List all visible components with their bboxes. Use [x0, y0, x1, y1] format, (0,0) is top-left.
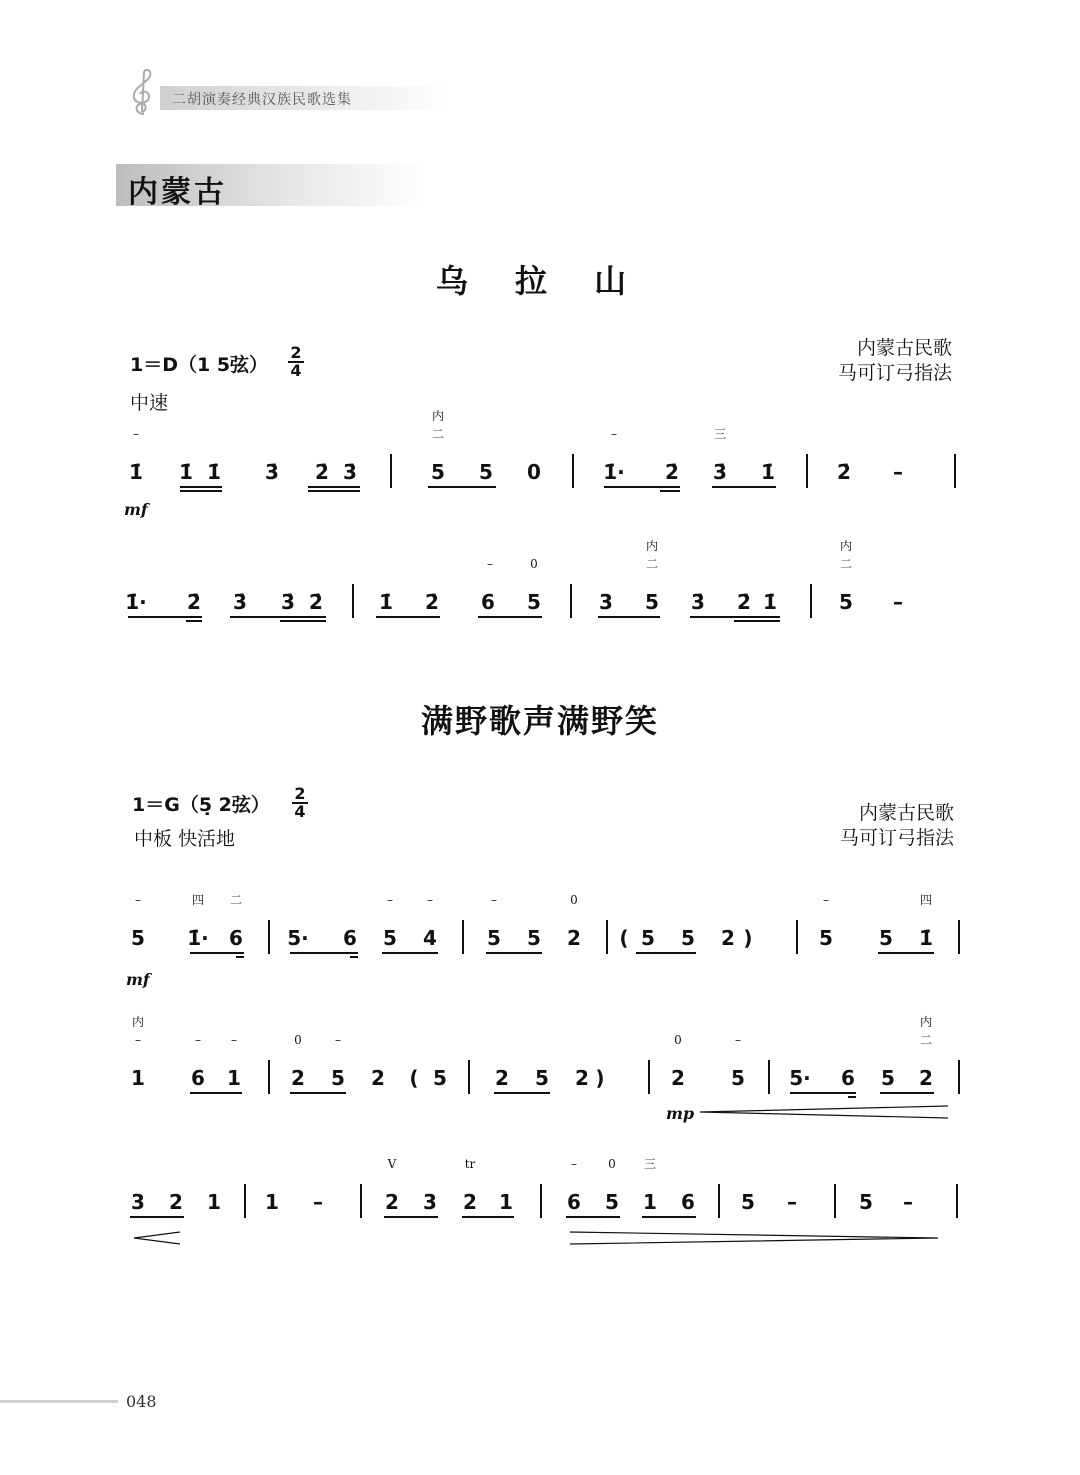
- beam-underline: [598, 616, 660, 618]
- fingering-mark: 内: [839, 539, 853, 553]
- decrescendo-hairpin-long: [570, 1230, 940, 1249]
- note: –: [893, 590, 903, 614]
- note: 3̇: [233, 590, 247, 614]
- note: ): [595, 1066, 605, 1090]
- crescendo-hairpin: [700, 1104, 950, 1123]
- beam-underline: [230, 616, 326, 618]
- bowing-mark: 0: [570, 893, 578, 907]
- bar-line: [390, 454, 392, 488]
- note: 2: [721, 926, 735, 950]
- fingering-mark: 四: [919, 893, 933, 907]
- note: 5: [731, 1066, 745, 1090]
- note: 1: [265, 1190, 279, 1214]
- note: 6: [567, 1190, 581, 1214]
- bowing-mark: 0: [294, 1033, 302, 1047]
- song2-key: 1＝G（5̣ 2弦）: [132, 794, 270, 816]
- beam-underline: [880, 1092, 934, 1094]
- beam-underline: [848, 1096, 856, 1098]
- note: 2: [575, 1066, 589, 1090]
- note: 2: [463, 1190, 477, 1214]
- note: 5: [527, 590, 541, 614]
- bar-line: [806, 454, 808, 488]
- beam-underline: [290, 1092, 346, 1094]
- fingering-mark: 四: [191, 893, 205, 907]
- beam-underline: [566, 1216, 620, 1218]
- trill-mark: tr: [464, 1157, 476, 1171]
- note: 5: [741, 1190, 755, 1214]
- note: 5: [479, 460, 493, 484]
- note: 2: [919, 1066, 933, 1090]
- bar-line: [718, 1184, 720, 1218]
- note: 3: [131, 1190, 145, 1214]
- beam-underline: [878, 952, 934, 954]
- bar-line: [244, 1184, 246, 1218]
- note: 0: [527, 460, 541, 484]
- bar-line: [958, 920, 960, 954]
- beam-underline: [462, 1216, 514, 1218]
- bowing-mark: 0: [608, 1157, 616, 1171]
- fingering-mark: 二: [645, 557, 659, 571]
- bowing-mark: –: [571, 1157, 577, 1171]
- bowing-mark: –: [823, 893, 829, 907]
- beam-underline: [690, 616, 780, 618]
- beam-underline: [308, 486, 360, 488]
- note: 1̇: [763, 590, 777, 614]
- note: 5: [859, 1190, 873, 1214]
- note: 6: [191, 1066, 205, 1090]
- song1-origin: 内蒙古民歌: [856, 337, 952, 359]
- time-sig-bottom: 4: [294, 802, 306, 821]
- beam-underline: [280, 620, 326, 622]
- note: 2: [371, 1066, 385, 1090]
- song1-tempo: 中速: [130, 392, 169, 414]
- note: 5: [879, 926, 893, 950]
- fingering-mark: 二: [919, 1033, 933, 1047]
- bar-line: [468, 1060, 470, 1094]
- beam-underline: [604, 486, 680, 488]
- section-title: 内蒙古: [128, 175, 227, 210]
- beam-underline: [712, 486, 776, 488]
- note: 3̇: [691, 590, 705, 614]
- note: (: [409, 1066, 419, 1090]
- fingering-mark: 内: [645, 539, 659, 553]
- note: 6: [681, 1190, 695, 1214]
- beam-underline: [180, 486, 222, 488]
- song1-key: 1＝D（1 5弦）: [130, 354, 269, 376]
- time-sig-top: 2: [288, 345, 304, 363]
- beam-underline: [290, 952, 358, 954]
- beam-underline: [128, 616, 202, 618]
- bowing-mark: –: [427, 893, 433, 907]
- note: 5: [433, 1066, 447, 1090]
- note: 5: [681, 926, 695, 950]
- note: 6: [343, 926, 357, 950]
- beam-underline: [382, 952, 438, 954]
- note: 3: [423, 1190, 437, 1214]
- note: 5: [641, 926, 655, 950]
- note: 2̇: [315, 460, 329, 484]
- note: –: [893, 460, 903, 484]
- note: 1̇: [179, 460, 193, 484]
- book-title: 二胡演奏经典汉族民歌选集: [172, 92, 352, 108]
- bowing-mark: –: [231, 1033, 237, 1047]
- note: 2̇: [309, 590, 323, 614]
- bowing-mark: –: [335, 1033, 341, 1047]
- note: 2̇: [837, 460, 851, 484]
- beam-underline: [350, 956, 358, 958]
- song1-title: 乌 拉 山: [435, 262, 645, 300]
- song1-arranger: 马可订弓指法: [837, 362, 952, 384]
- bar-line: [606, 920, 608, 954]
- bar-line: [768, 1060, 770, 1094]
- note: 1̇: [379, 590, 393, 614]
- note: 3: [599, 590, 613, 614]
- note: 1̇·: [187, 926, 209, 950]
- bowing-mark: –: [611, 427, 617, 441]
- note: 5·: [287, 926, 309, 950]
- note: 1: [643, 1190, 657, 1214]
- note: 3̇: [713, 460, 727, 484]
- decrescendo-hairpin-short: [134, 1230, 182, 1249]
- note: 1̇: [919, 926, 933, 950]
- beam-underline: [186, 620, 202, 622]
- beam-underline: [486, 952, 542, 954]
- footer-line: [0, 1400, 118, 1403]
- page-number: 048: [126, 1392, 157, 1411]
- song1-dynamic: mf: [124, 500, 148, 519]
- note: 1: [131, 1066, 145, 1090]
- note: 5: [819, 926, 833, 950]
- note: 3̇: [281, 590, 295, 614]
- note: 5: [839, 590, 853, 614]
- note: 5: [645, 590, 659, 614]
- beam-underline: [384, 1216, 438, 1218]
- note: 5: [881, 1066, 895, 1090]
- bowing-mark: –: [387, 893, 393, 907]
- note: 5: [331, 1066, 345, 1090]
- note: 1̇·: [603, 460, 625, 484]
- up-bow-mark: V: [387, 1157, 397, 1171]
- note: –: [903, 1190, 913, 1214]
- beam-underline: [790, 1092, 856, 1094]
- note: 2: [495, 1066, 509, 1090]
- note: 1̇: [761, 460, 775, 484]
- bar-line: [956, 1184, 958, 1218]
- note: 2̇: [187, 590, 201, 614]
- beam-underline: [660, 490, 680, 492]
- beam-underline: [494, 1092, 550, 1094]
- bar-line: [796, 920, 798, 954]
- note: 2: [567, 926, 581, 950]
- bowing-mark: –: [487, 557, 493, 571]
- fingering-mark: 二: [229, 893, 243, 907]
- note: 5: [535, 1066, 549, 1090]
- song2-tempo: 中板 快活地: [134, 828, 236, 850]
- bar-line: [648, 1060, 650, 1094]
- bar-line: [954, 454, 956, 488]
- note: 6: [229, 926, 243, 950]
- beam-underline: [636, 952, 696, 954]
- bowing-mark: –: [491, 893, 497, 907]
- song2-title: 满野歌声满野笑: [420, 702, 659, 740]
- beam-underline: [478, 616, 542, 618]
- beam-underline: [642, 1216, 696, 1218]
- note: 5: [131, 926, 145, 950]
- bar-line: [810, 584, 812, 618]
- note: 2: [385, 1190, 399, 1214]
- bar-line: [572, 454, 574, 488]
- beam-underline: [734, 620, 780, 622]
- fingering-mark: 三: [713, 427, 727, 441]
- song2-arranger: 马可订弓指法: [839, 827, 954, 849]
- bar-line: [540, 1184, 542, 1218]
- bowing-mark: –: [133, 427, 139, 441]
- note: 2: [169, 1190, 183, 1214]
- beam-underline: [130, 1216, 184, 1218]
- bowing-mark: 0: [530, 557, 538, 571]
- fingering-mark: 三: [643, 1157, 657, 1171]
- note: 2̇: [737, 590, 751, 614]
- bar-line: [462, 920, 464, 954]
- note: (: [619, 926, 629, 950]
- note: 5: [605, 1190, 619, 1214]
- treble-clef-logo-icon: [126, 66, 158, 122]
- note: 5: [383, 926, 397, 950]
- note: 6: [841, 1066, 855, 1090]
- note: 1: [499, 1190, 513, 1214]
- note: 1̇·: [125, 590, 147, 614]
- bar-line: [570, 584, 572, 618]
- song2-dynamic-mp: mp: [666, 1104, 695, 1123]
- beam-underline: [308, 490, 360, 492]
- note: 4: [423, 926, 437, 950]
- bowing-mark: –: [135, 893, 141, 907]
- note: 2̇: [665, 460, 679, 484]
- beam-underline: [190, 952, 244, 954]
- bar-line: [958, 1060, 960, 1094]
- beam-underline: [190, 1092, 242, 1094]
- note: 3̇: [265, 460, 279, 484]
- time-sig-top: 2: [292, 786, 308, 804]
- note: 5·: [789, 1066, 811, 1090]
- bowing-mark: 0: [674, 1033, 682, 1047]
- bar-line: [268, 920, 270, 954]
- beam-underline: [376, 616, 440, 618]
- beam-underline: [236, 956, 244, 958]
- note: 2̇: [425, 590, 439, 614]
- note: 1: [227, 1066, 241, 1090]
- song2-origin: 内蒙古民歌: [858, 802, 954, 824]
- note: 5: [527, 926, 541, 950]
- note: 1̇: [129, 460, 143, 484]
- bar-line: [352, 584, 354, 618]
- fingering-mark: 二: [839, 557, 853, 571]
- bowing-mark: –: [735, 1033, 741, 1047]
- song2-dynamic-mf: mf: [126, 970, 150, 989]
- note: 1: [207, 1190, 221, 1214]
- bar-line: [360, 1184, 362, 1218]
- song1-time-signature: [288, 345, 304, 379]
- song2-time-signature: [292, 786, 308, 820]
- beam-underline: [180, 490, 222, 492]
- note: ): [743, 926, 753, 950]
- note: –: [313, 1190, 323, 1214]
- bowing-mark: –: [135, 1033, 141, 1047]
- bar-line: [268, 1060, 270, 1094]
- note: –: [787, 1190, 797, 1214]
- note: 5: [431, 460, 445, 484]
- bar-line: [834, 1184, 836, 1218]
- note: 3̇: [343, 460, 357, 484]
- note: 2: [291, 1066, 305, 1090]
- bowing-mark: –: [195, 1033, 201, 1047]
- beam-underline: [428, 486, 496, 488]
- fingering-mark: 内: [431, 409, 445, 423]
- note: 5: [487, 926, 501, 950]
- fingering-mark: 内: [919, 1015, 933, 1029]
- note: 1̇: [207, 460, 221, 484]
- fingering-mark: 二: [431, 427, 445, 441]
- note: 2: [671, 1066, 685, 1090]
- time-sig-bottom: 4: [290, 361, 302, 380]
- fingering-mark: 内: [131, 1015, 145, 1029]
- note: 6: [481, 590, 495, 614]
